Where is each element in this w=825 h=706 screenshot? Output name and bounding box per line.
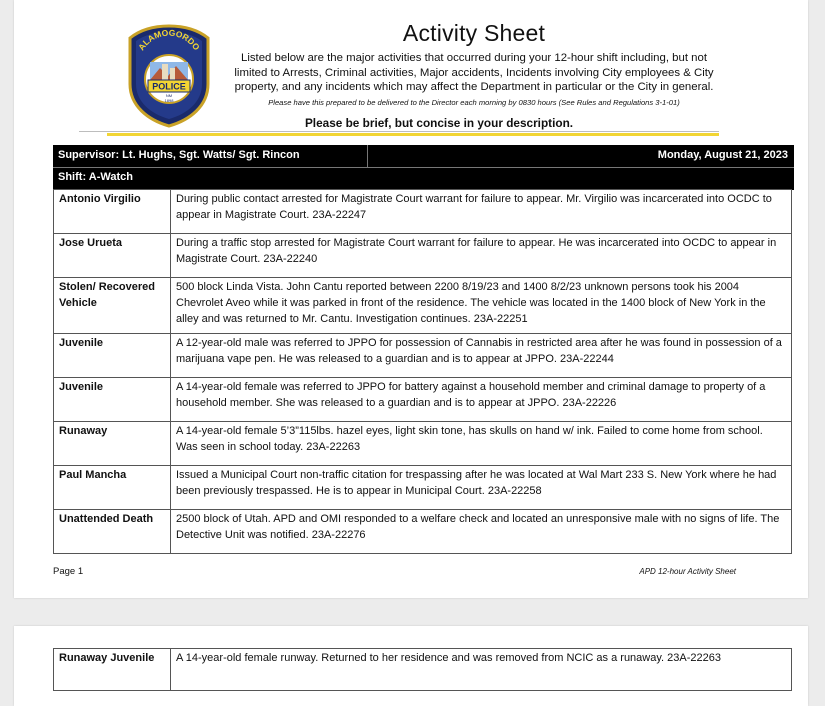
activity-table — [53, 189, 792, 554]
table-row — [54, 278, 792, 334]
page-number: Page 1 — [53, 566, 84, 577]
badge-state: NM — [165, 93, 173, 98]
brief-instruction: Please be brief, but concise in your description. — [304, 116, 574, 130]
header-row-divider — [53, 167, 794, 168]
police-badge-logo — [126, 24, 212, 128]
document-page-1 — [14, 0, 808, 598]
entry-description: Issued a Municipal Court non-traffic citation for trespassing after he was located at Wal Mart 233 S. New York where he had been previously trespassed. He is to appear in Municipal Court. 23A-22258 — [171, 466, 792, 510]
table-row — [54, 378, 792, 422]
entry-label: Jose Urueta — [54, 234, 171, 278]
entry-description: During a traffic stop arrested for Magistrate Court warrant for failure to appear. He was incarcerated into OCDC to appear in Magistrate Court. 23A-22240 — [171, 234, 792, 278]
delivery-note: Please have this prepared to be delivered to the Director each morning by 0830 hours (See Rules and Regulations 3-1-01) — [268, 98, 680, 107]
table-row — [54, 334, 792, 378]
badge-arc-text: ALAMOGORDO — [136, 27, 202, 53]
entry-description: 500 block Linda Vista. John Cantu reported between 2200 8/19/23 and 1400 8/2/23 unknown persons took his 2004 Chevrolet Aveo while it was parked in front of the residence. The vehicle was located in the 1400 block of New York in the alley and was returned to Mr. Cantu. Investigation continues. 23A-22251 — [171, 278, 792, 334]
entry-description: A 14-year-old female 5’3”115lbs. hazel eyes, light skin tone, has skulls on hand w/ ink. Failed to come home from school. Was seen in school today. 23A-22263 — [171, 422, 792, 466]
table-row — [54, 234, 792, 278]
intro-paragraph: Listed below are the major activities that occurred during your 12-hour shift including, but not limited to Arrests, Criminal activities, Major accidents, Incidents involving City employees & City property, and any incidents which may affect the Department in particular or the City in general. — [234, 52, 714, 94]
accent-divider — [107, 133, 719, 136]
entry-label: Stolen/ Recovered Vehicle — [54, 278, 171, 334]
entry-description: A 14-year-old female was referred to JPPO for battery against a household member and criminal damage to property of a household member. She was released to a guardian and is to appear at JPPO. 23A-22226 — [171, 378, 792, 422]
entry-label: Juvenile — [54, 334, 171, 378]
header-column-divider — [367, 145, 368, 167]
sheet-header-bar — [53, 145, 794, 190]
badge-word: POLICE — [152, 81, 186, 92]
page-title: Activity Sheet — [402, 20, 546, 46]
document-page-2 — [14, 626, 808, 706]
entry-description: A 14-year-old female runway. Returned to her residence and was removed from NCIC as a runaway. 23A-22263 — [171, 649, 792, 691]
entry-label: Unattended Death — [54, 510, 171, 554]
entry-description: 2500 block of Utah. APD and OMI responded to a welfare check and located an unresponsive male with no signs of life. The Detective Unit was notified. 23A-22276 — [171, 510, 792, 554]
entry-label: Paul Mancha — [54, 466, 171, 510]
table-row — [54, 466, 792, 510]
divider-line — [79, 131, 719, 132]
entry-label: Runaway — [54, 422, 171, 466]
table-row — [54, 649, 792, 691]
badge-year: 1898 — [164, 98, 174, 103]
entry-label: Juvenile — [54, 378, 171, 422]
shift-text: Shift: A-Watch — [58, 171, 133, 183]
report-date: Monday, August 21, 2023 — [657, 149, 788, 161]
entry-description: During public contact arrested for Magistrate Court warrant for failure to appear. Mr. Virgilio was incarcerated into OCDC to appear in Magistrate Court. 23A-22247 — [171, 190, 792, 234]
entry-label: Antonio Virgilio — [54, 190, 171, 234]
table-row — [54, 422, 792, 466]
table-row — [54, 510, 792, 554]
entry-description: A 12-year-old male was referred to JPPO for possession of Cannabis in restricted area after he was found in possession of a marijuana vape pen. He was released to a guardian and is to appear at JPPO. 23A-22244 — [171, 334, 792, 378]
footer-doc-title: APD 12-hour Activity Sheet — [639, 567, 736, 576]
entry-label: Runaway Juvenile — [54, 649, 171, 691]
supervisor-text: Supervisor: Lt. Hughs, Sgt. Watts/ Sgt. Rincon — [58, 149, 300, 161]
table-row — [54, 190, 792, 234]
activity-table-continued — [53, 648, 792, 691]
